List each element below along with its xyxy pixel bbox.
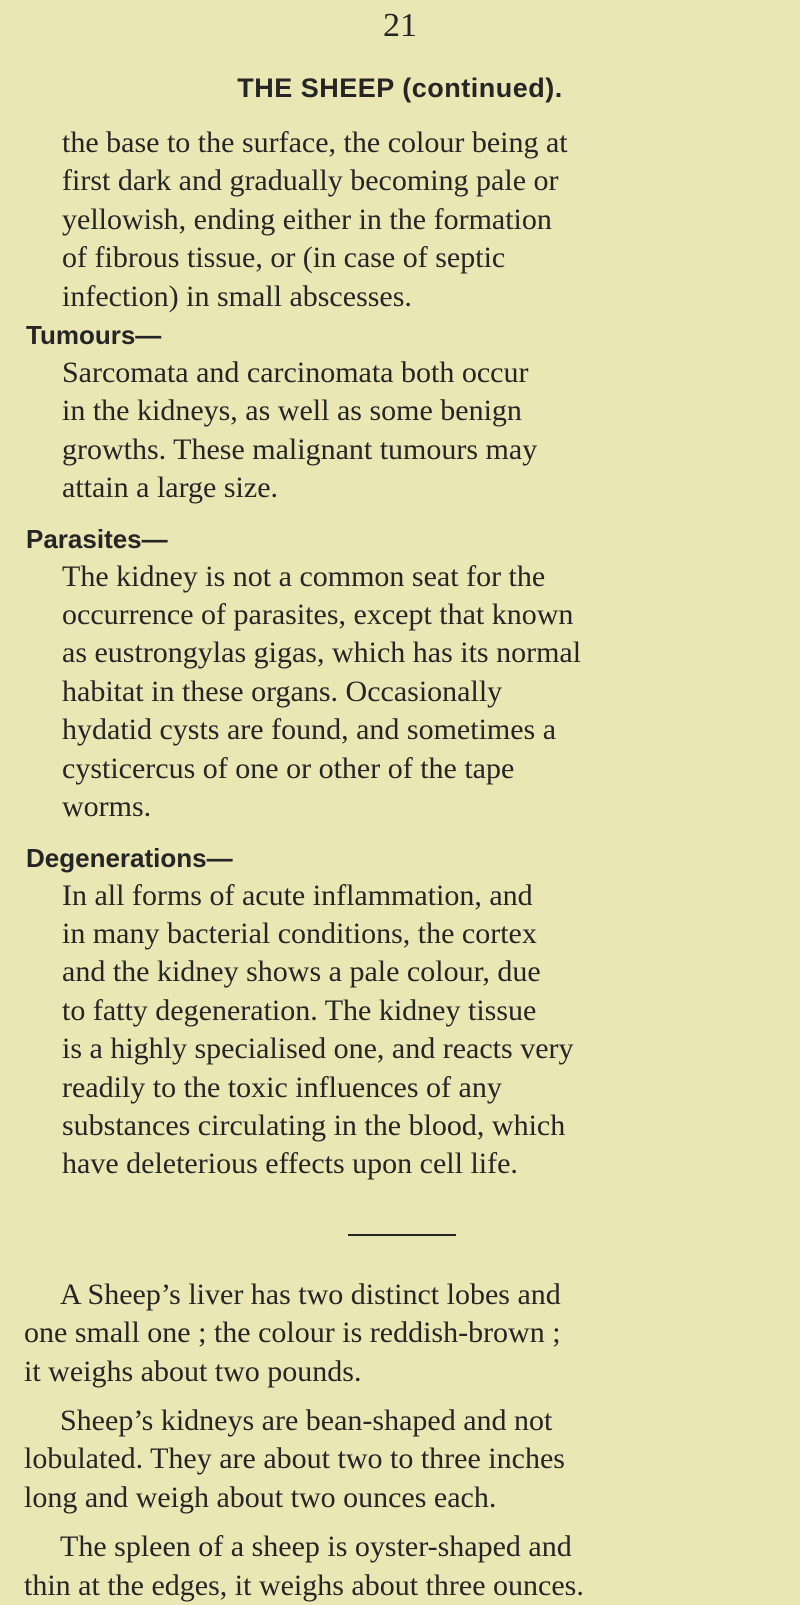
section-paragraph-tumours bbox=[0, 354, 800, 508]
text-line: readily to the toxic influences of any bbox=[62, 1070, 502, 1104]
text-line: in many bacterial conditions, the cortex bbox=[62, 916, 537, 950]
text-line: habitat in these organs. Occasionally bbox=[62, 674, 503, 708]
text-line: worms. bbox=[62, 790, 152, 824]
text-line: growths. These malignant tumours may bbox=[62, 432, 538, 466]
section-paragraph-degenerations bbox=[0, 877, 800, 1184]
running-head: THE SHEEP (continued). bbox=[237, 73, 563, 103]
text-line: the base to the surface, the colour being at bbox=[62, 126, 568, 159]
section-paragraph-parasites bbox=[0, 558, 800, 827]
note-paragraph-spleen bbox=[0, 1528, 800, 1605]
text-line: have deleterious effects upon cell life. bbox=[62, 1147, 518, 1181]
text-line: in the kidneys, as well as some benign bbox=[62, 394, 522, 428]
text-line: is a highly specialised one, and reacts very bbox=[62, 1032, 574, 1066]
text-line: In all forms of acute inflammation, and bbox=[62, 878, 533, 912]
body-text bbox=[0, 124, 800, 1605]
text-line: first dark and gradually becoming pale or bbox=[62, 164, 559, 198]
text-line: The kidney is not a common seat for the bbox=[62, 559, 546, 593]
text-line: Sarcomata and carcinomata both occur bbox=[62, 356, 529, 390]
section-heading-degenerations: Degenerations— bbox=[26, 842, 233, 873]
text-line: A Sheep’s liver has two distinct lobes and bbox=[60, 1277, 561, 1311]
text-line: thin at the edges, it weighs about three ounces. bbox=[24, 1568, 584, 1602]
text-line: lobulated. They are about two to three inches bbox=[24, 1442, 565, 1476]
text-line: substances circulating in the blood, which bbox=[62, 1108, 566, 1142]
text-line: infection) in small abscesses. bbox=[62, 279, 412, 313]
section-heading-tumours: Tumours— bbox=[26, 320, 162, 351]
notes-block bbox=[0, 1276, 800, 1605]
page-number: 21 bbox=[383, 7, 417, 44]
text-line: Sheep’s kidneys are bean-shaped and not bbox=[60, 1403, 553, 1437]
text-line: long and weigh about two ounces each. bbox=[24, 1480, 497, 1514]
intro-paragraph bbox=[0, 124, 800, 316]
text-line: hydatid cysts are found, and sometimes a bbox=[62, 713, 557, 747]
note-paragraph-liver bbox=[0, 1276, 800, 1391]
section-heading-parasites: Parasites— bbox=[26, 523, 168, 554]
text-line: occurrence of parasites, except that known bbox=[62, 598, 574, 632]
section-divider-rule bbox=[348, 1234, 456, 1236]
text-line: to fatty degeneration. The kidney tissue bbox=[62, 993, 537, 1027]
text-line: yellowish, ending either in the formation bbox=[62, 202, 552, 236]
text-line: and the kidney shows a pale colour, due bbox=[62, 955, 541, 989]
text-line: attain a large size. bbox=[62, 471, 279, 505]
text-line: one small one ; the colour is reddish-brown ; bbox=[24, 1316, 561, 1350]
text-line: as eustrongylas gigas, which has its normal bbox=[62, 636, 582, 670]
text-line: The spleen of a sheep is oyster-shaped and bbox=[60, 1530, 572, 1564]
text-line: of fibrous tissue, or (in case of septic bbox=[62, 241, 506, 275]
text-line: cysticercus of one or other of the tape bbox=[62, 751, 515, 785]
note-paragraph-kidneys bbox=[0, 1402, 800, 1517]
text-line: it weighs about two pounds. bbox=[24, 1354, 362, 1388]
